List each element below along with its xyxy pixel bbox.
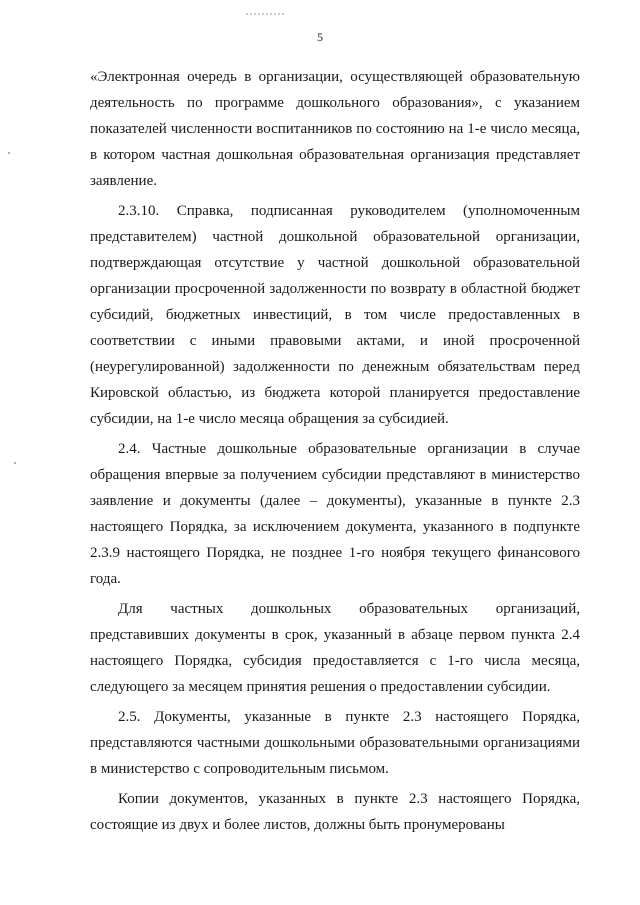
scan-speck <box>14 462 16 464</box>
paragraph-2-4-deadline: Для частных дошкольных образовательных организаций, представивших документы в срок, указанный в абзаце первом пункта 2.4 настоящего Порядка, субсидия предоставляется с 1-го числа месяца, следующего за месяцем принятия решения о предоставлении субсидии. <box>90 601 580 695</box>
paragraph-2-4: 2.4. Частные дошкольные образовательные организации в случае обращения впервые за получением субсидии представляют в министерство заявление и документы (далее – документы), указанные в пункте 2.3 настоящего Порядка, за исключением документа, указанного в подпункте 2.3.9 настоящего Порядка, не позднее 1-го ноября текущего финансового года. <box>90 441 580 587</box>
scan-speck <box>8 152 10 154</box>
paragraph-copies: Копии документов, указанных в пункте 2.3 настоящего Порядка, состоящие из двух и более листов, должны быть пронумерованы <box>90 791 580 833</box>
paragraph-2-5: 2.5. Документы, указанные в пункте 2.3 настоящего Порядка, представляются частными дошкольными образовательными организациями в министерство с сопроводительным письмом. <box>90 709 580 777</box>
page-number: 5 <box>317 30 323 44</box>
scan-artifact <box>245 12 285 16</box>
document-body <box>90 64 580 838</box>
paragraph-electronic-queue: «Электронная очередь в организации, осуществляющей образовательную деятельность по программе дошкольного образования», с указанием показателей численности воспитанников по состоянию на 1-е число месяца, в котором частная дошкольная образовательная организация представляет заявление. <box>90 69 580 189</box>
paragraph-2-3-10: 2.3.10. Справка, подписанная руководителем (уполномоченным представителем) частной дошкольной образовательной организации, подтверждающая отсутствие у частной дошкольной образовательной организации просроченной задолженности по возврату в областной бюджет субсидий, бюджетных инвестиций, в том числе предоставленных в соответствии с иными правовыми актами, и иной просроченной (неурегулированной) задолженности по денежным обязательствам перед Кировской областью, из бюджета которой планируется предоставление субсидии, на 1-е число месяца обращения за субсидией. <box>90 203 580 427</box>
